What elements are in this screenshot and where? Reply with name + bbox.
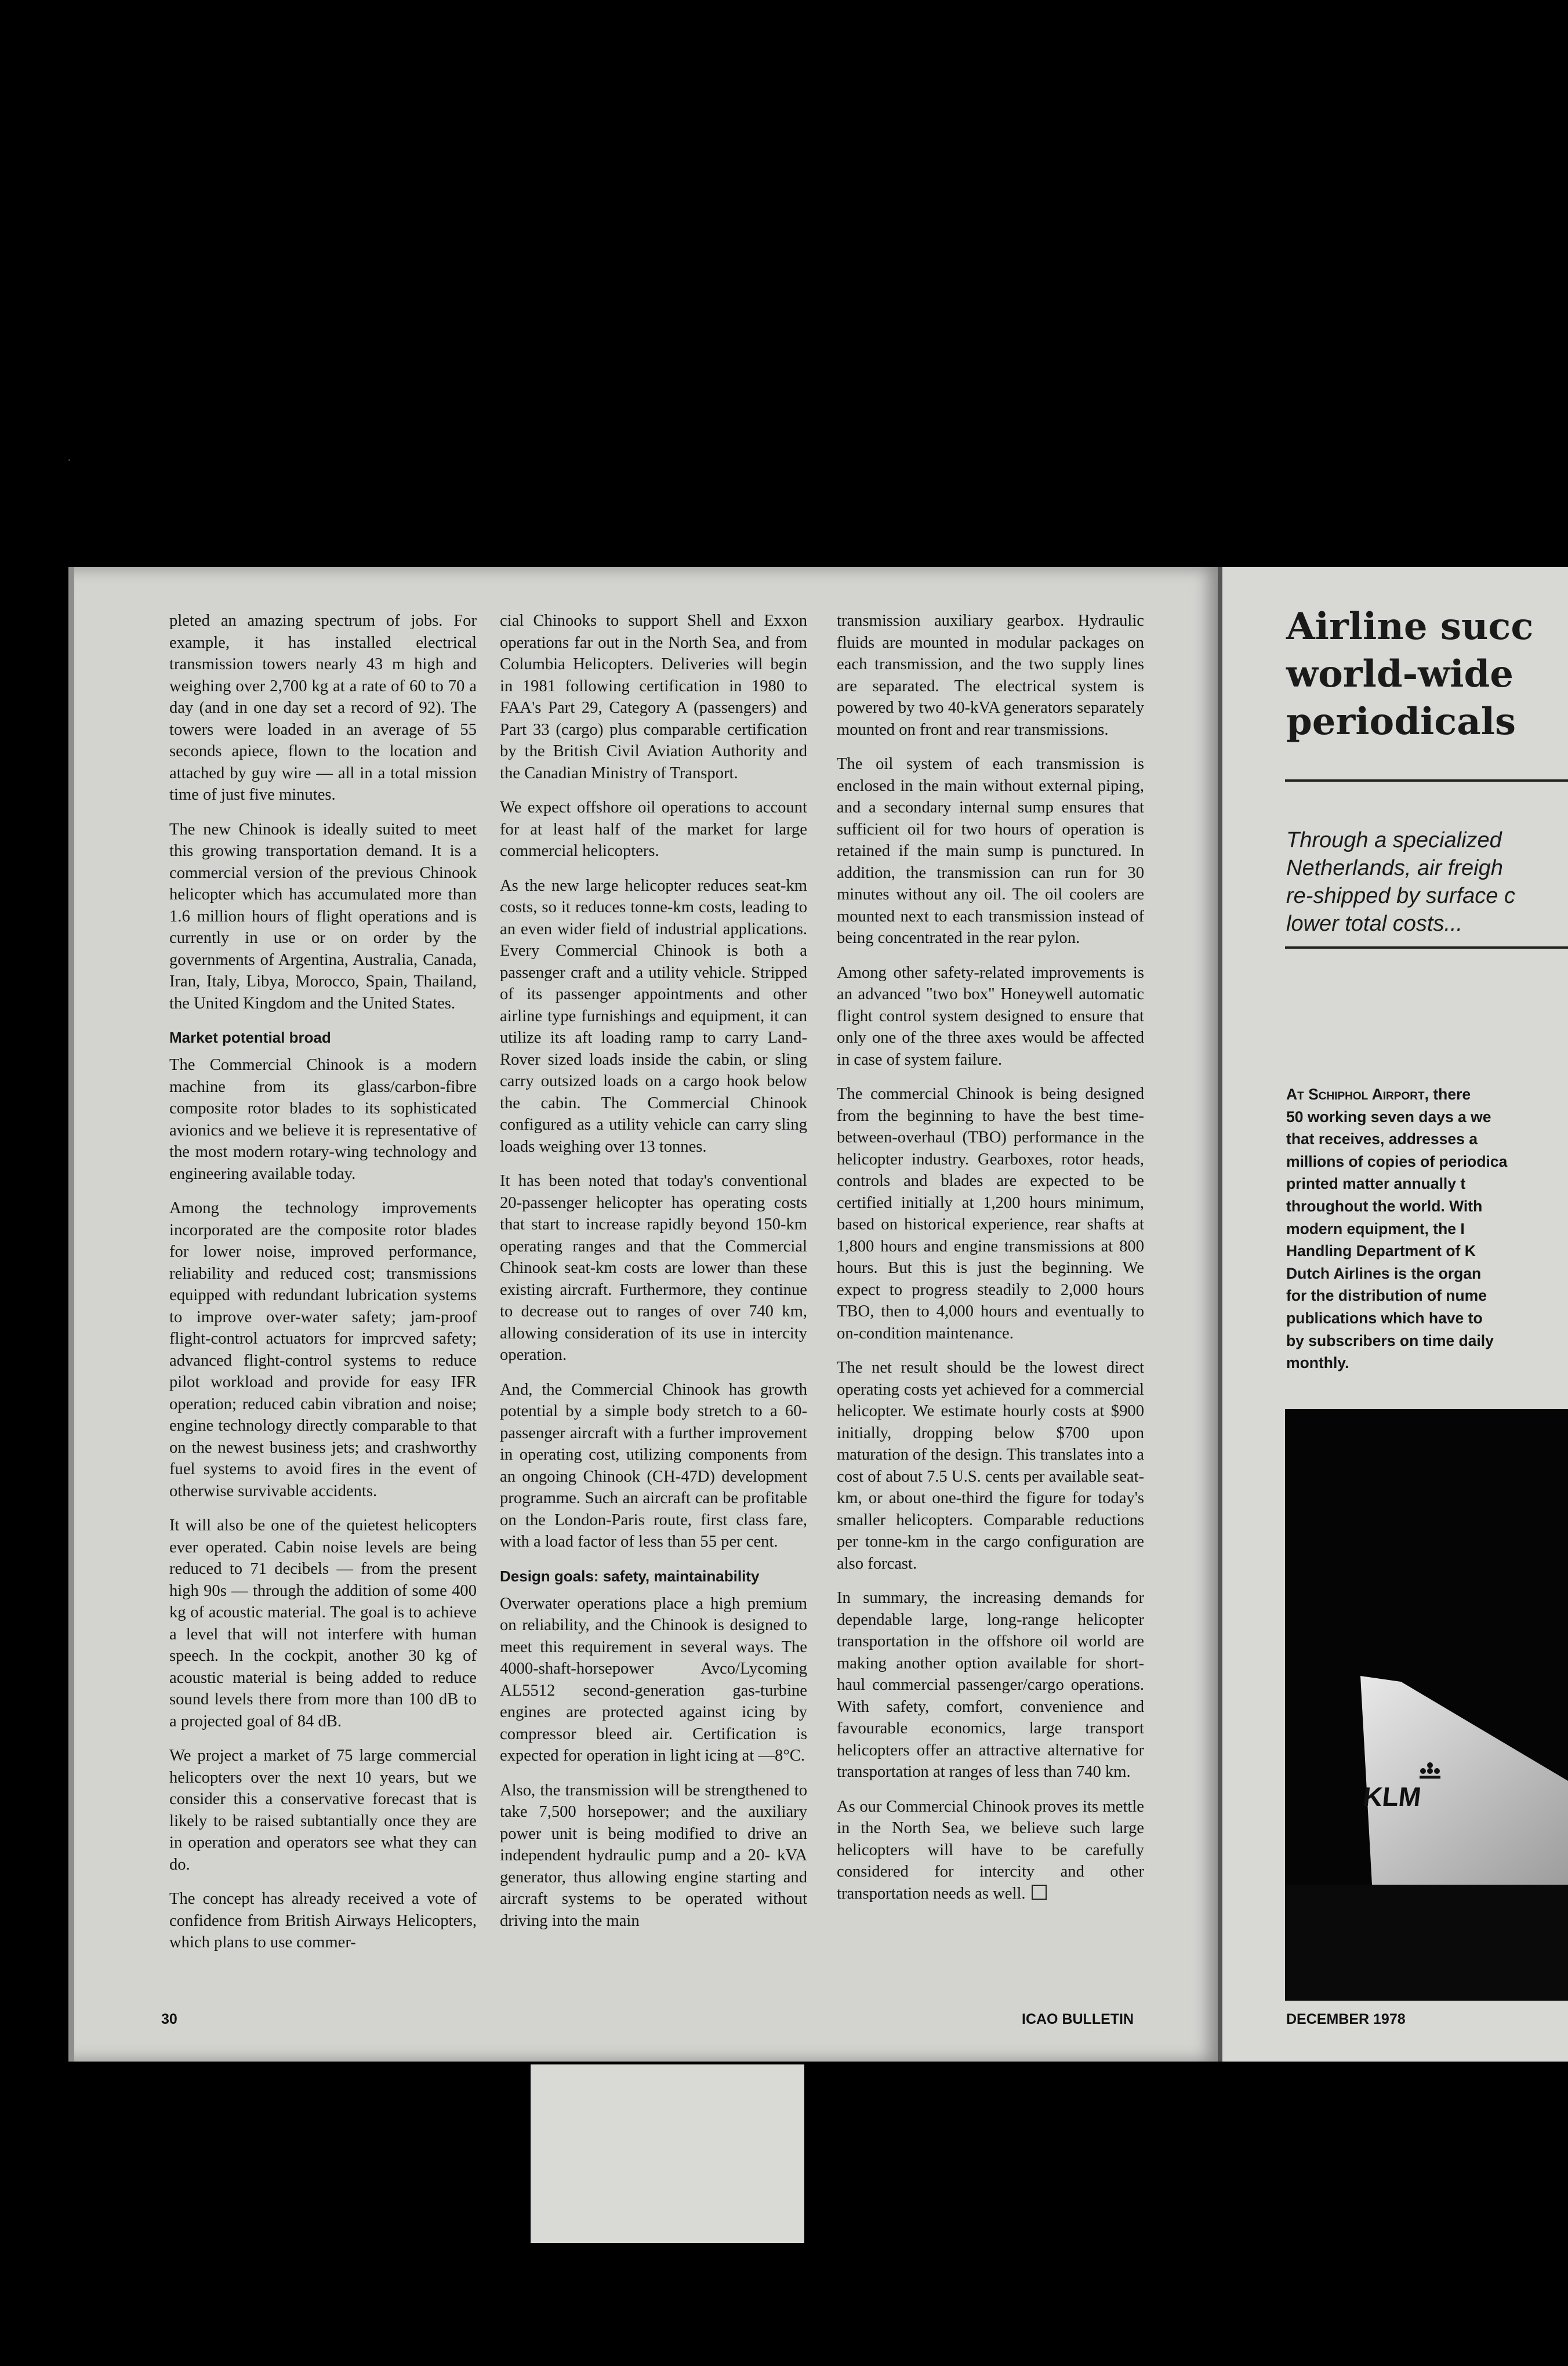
scan-speck — [68, 459, 70, 461]
subtitle-line: Netherlands, air freigh — [1286, 856, 1503, 880]
article-intro — [1286, 1083, 1507, 1374]
klm-tail-photo — [1285, 1409, 1568, 2001]
paragraph: cial Chinooks to support Shell and Exxon operations far out in the North Sea, and from Columbia Helicopters. Deliveries will begin in 1981 following certification in 1980 to FAA's Part 29, Category A (passengers) and Part 33 (cargo) plus comparable certification by the British Civil Aviation Authority and the Canadian Ministry of Transport. — [500, 612, 807, 782]
tail-fin-shape — [1360, 1676, 1568, 1885]
right-page — [1222, 567, 1568, 2062]
paragraph: It will also be one of the quietest helicopters ever operated. Cabin noise levels are being reduced to 71 decibels — from the present high 90s — through the addition of some 400 kg of acoustic material. The goal is to achieve a level that will not interfere with human speech. In the cockpit, another 30 kg of acoustic material is being added to reduce sound levels there from more than 100 dB to a projected goal of 84 dB. — [169, 1516, 477, 1730]
paragraph: The concept has already received a vote of confidence from British Airways Helicopters, which plans to use commer- — [169, 1890, 477, 1951]
paragraph: It has been noted that today's conventional 20-passenger helicopter has operating costs that start to increase rapidly beyond 150-km operating ranges and that the Commercial Chinook seat-km costs are lower than these existing aircraft. Furthermore, they continue to decrease out to ranges of over 740 km, allowing consideration of its use in intercity operation. — [500, 1172, 807, 1364]
tail-fin-image — [1285, 1409, 1568, 2001]
article-subtitle — [1286, 826, 1515, 938]
running-foot: ICAO BULLETIN — [1022, 2011, 1134, 2027]
body-line: monthly. — [1286, 1354, 1349, 1372]
paragraph: We expect offshore oil operations to account for at least half of the market for large commercial helicopters. — [500, 799, 807, 860]
body-line: 50 working seven days a we — [1286, 1108, 1491, 1126]
body-line-text: there — [1428, 1086, 1471, 1103]
section-heading-market: Market potential broad — [169, 1029, 331, 1046]
body-line: by subscribers on time daily — [1286, 1331, 1494, 1349]
body-line: millions of copies of periodica — [1286, 1152, 1508, 1170]
paragraph: And, the Commercial Chinook has growth potential by a simple body stretch to a 60-passenger aircraft with a further improvement in operating cost, utilizing components from an ongoing Chinook (CH-47D) development programme. Such an aircraft can be profitable on the London-Paris route, first class fare, with a load factor of less than 55 per cent. — [500, 1380, 807, 1551]
body-line: modern equipment, the I — [1286, 1220, 1465, 1238]
paragraph: The Commercial Chinook is a modern machine from its glass/carbon-fibre composite rotor blades to its sophisticated avionics and we believe it is representative of the most modern rotary-wing technology and engineering available today. — [169, 1056, 477, 1183]
title-line: periodicals — [1286, 700, 1516, 743]
title-rule — [1285, 779, 1568, 782]
paragraph: As the new large helicopter reduces seat-km costs, so it reduces tonne-km costs, leading to an even wider field of industrial applications. Every Commercial Chinook is both a passenger craft and a utility vehicle. Stripped of its passenger appointments and other airline type furnishings and equipment, it can utilize its aft loading ramp to carry Land-Rover sized loads inside the cabin, or sling carry outsized loads on a cargo hook below the cabin. The Commercial Chinook configured as a utility vehicle can carry sling loads weighing over 13 tonnes. — [500, 876, 807, 1156]
subtitle-line: re-shipped by surface c — [1286, 884, 1515, 908]
subtitle-line: lower total costs... — [1286, 912, 1463, 936]
body-line: that receives, addresses a — [1286, 1130, 1478, 1148]
paragraph-final — [837, 1796, 1144, 1905]
article-title — [1286, 603, 1533, 746]
title-line: Airline succ — [1286, 605, 1534, 648]
column-3 — [837, 610, 1144, 1917]
paragraph: The commercial Chinook is being designed from the beginning to have the best time-between-overhaul (TBO) performance in the helicopter industry. Gearboxes, rotor heads, controls and blades are expected to be certified initially at 1,200 hours minimum, based on historical experience, rear shafts at 1,800 hours and engine transmissions at 800 hours. But this is just the beginning. We expect to progress steadily to 2,000 hours TBO, then to 4,000 hours and eventually to on-condition maintenance. — [837, 1085, 1144, 1342]
paragraph: Overwater operations place a high premium on reliability, and the Chinook is designed to meet this requirement in several ways. The 4000-shaft-horsepower Avco/Lycoming AL5512 second-generation gas-turbine engines are protected against icing by compressor bleed air. Certification is expected for operation in light icing at —8°C. — [500, 1594, 807, 1765]
klm-logo-text: KLM — [1362, 1781, 1423, 1812]
paragraph: pleted an amazing spectrum of jobs. For example, it has installed electrical transmission towers nearly 43 m high and weighing over 2,700 kg at a rate of 60 to 70 a day (and in one day set a record of 92). The towers were loaded in an average of 55 seconds apiece, flown to the location and attached by guy wire — all in a total mission time of just five minutes. — [169, 612, 477, 804]
column-2 — [500, 610, 807, 1944]
section-heading-design: Design goals: safety, maintainability — [500, 1567, 760, 1585]
lead-in: At Schiphol Airport, — [1286, 1086, 1429, 1103]
body-line — [1286, 1083, 1507, 1106]
paragraph: The oil system of each transmission is enclosed in the main without external piping, and a secondary internal sump ensures that sufficient oil for two hours of operation is retained if the main sump is punctured. In addition, the transmission can run for 30 minutes without any oil. The oil coolers are mounted next to each transmission instead of being concentrated in the rear pylon. — [837, 755, 1144, 947]
body-line: throughout the world. With — [1286, 1197, 1483, 1215]
body-line: printed matter annually t — [1286, 1175, 1466, 1193]
backing-card — [531, 2064, 804, 2243]
body-line: Handling Department of K — [1286, 1242, 1476, 1260]
paragraph-text: As our Commercial Chinook proves its mettle in the North Sea, we believe such large helicopters will have to be carefully considered for intercity and other transportation needs as well. — [837, 1797, 1144, 1903]
title-line: world-wide — [1286, 652, 1513, 696]
body-line: publications which have to — [1286, 1309, 1483, 1327]
body-line: for the distribution of nume — [1286, 1287, 1487, 1305]
paragraph: In summary, the increasing demands for dependable large, long-range helicopter transportation in the offshore oil world are making another option available for short-haul commercial passenger/cargo operations. With safety, comfort, convenience and favourable economics, large transport helicopters offer an attractive alternative for transportation at ranges of less than 740 km. — [837, 1589, 1144, 1781]
column-1 — [169, 610, 477, 1966]
paragraph: We project a market of 75 large commercial helicopters over the next 10 years, but we consider this a conservative forecast that is likely to be raised subtantially once they are in operation and operators see what they can do. — [169, 1747, 477, 1874]
body-line: Dutch Airlines is the organ — [1286, 1264, 1482, 1282]
paragraph: The new Chinook is ideally suited to meet this growing transportation demand. It is a commercial version of the previous Chinook helicopter which has accumulated more than 1.6 million hours of flight operations and is currently in use or on order by the governments of Argentina, Australia, Canada, Iran, Italy, Libya, Morocco, Spain, Thailand, the United Kingdom and the United States. — [169, 820, 477, 1013]
end-mark-icon — [1032, 1885, 1047, 1900]
paragraph: Also, the transmission will be strengthened to take 7,500 horsepower; and the auxiliary power unit is being modified to drive an independent hydraulic pump and a 20- kVA generator, thus allowing engine starting and aircraft systems to be operated without driving into the main — [500, 1781, 807, 1930]
subtitle-line: Through a specialized — [1286, 828, 1502, 852]
subtitle-rule — [1285, 946, 1568, 949]
binding-edge — [68, 567, 74, 2062]
ground-shadow — [1285, 1885, 1568, 2001]
paragraph: transmission auxiliary gearbox. Hydraulic fluids are mounted in modular packages on each transmission, and the two supply lines are separated. The electrical system is powered by two 40-kVA generators separately mounted on front and rear transmissions. — [837, 612, 1144, 739]
paragraph: The net result should be the lowest direct operating costs yet achieved for a commercial helicopter. We estimate hourly costs at $900 initially, dropping below $700 upon maturation of the design. This translates into a cost of about 7.5 U.S. cents per available seat-km, or about one-third the figure for today's smaller helicopters. Comparable reductions per tonne-km in the cargo configuration are also forcast. — [837, 1359, 1144, 1573]
paragraph: Among the technology improvements incorporated are the composite rotor blades for lower noise, improved performance, reliability and reduced cost; transmissions equipped with redundant lubrication systems to improve over-water safety; jam-proof flight-control actuators for imprcved safety; advanced flight-control systems to reduce pilot workload and provide for easy IFR operation; reduced cabin vibration and noise; engine technology directly comparable to that on the newest business jets; and crashworthy fuel systems to avoid fires in the event of otherwise survivable accidents. — [169, 1199, 477, 1500]
page-number: 30 — [161, 2011, 177, 2027]
issue-date: DECEMBER 1978 — [1286, 2011, 1406, 2027]
paragraph: Among other safety-related improvements is an advanced "two box" Honeywell automatic flight control system designed to ensure that only one of the three axes would be affected in case of system failure. — [837, 963, 1144, 1069]
